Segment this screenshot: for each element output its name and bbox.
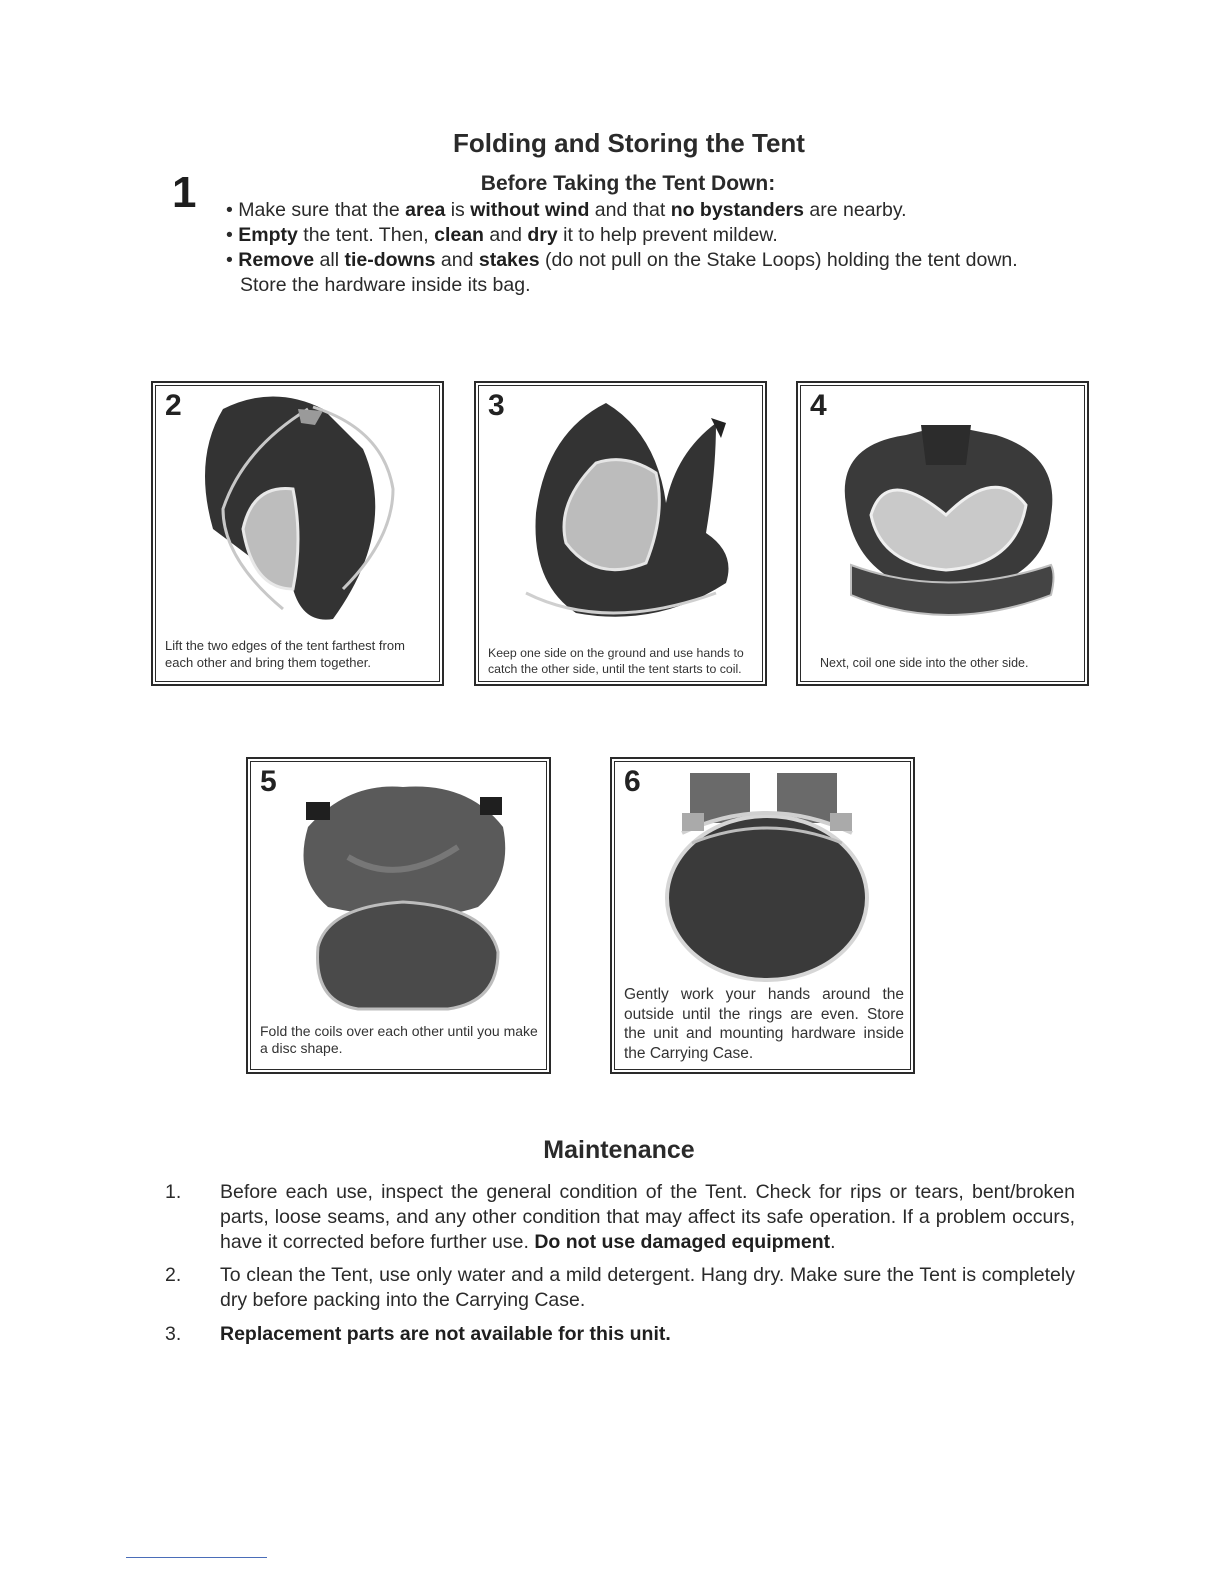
item-1-text: Before each use, inspect the general condition of the Tent. Check for rips or tears, bent/broken parts, loose seams, and any other condition that may affect its safe operation. If a problem occurs, have it corrected before further use. (220, 1181, 1075, 1253)
footer-rule (126, 1557, 267, 1558)
tent-coil-into-side-image (826, 405, 1066, 635)
bullet-3: • Remove all tie-downs and stakes (do not pull on the Stake Loops) holding the tent down. (226, 249, 1018, 271)
step-4-caption: Next, coil one side into the other side. (820, 656, 1029, 670)
item-2-text: To clean the Tent, use only water and a mild detergent. Hang dry. Make sure the Tent is completely dry before packing into the Carrying Case. (220, 1264, 1075, 1311)
step-5-caption: Fold the coils over each other until you make a disc shape. (260, 1023, 538, 1056)
step-4-panel (796, 381, 1089, 686)
step-6-panel (610, 757, 915, 1074)
before-bullets (226, 198, 1096, 298)
step-3-caption: Keep one side on the ground and use hands to catch the other side, until the tent starts to coil. (488, 646, 744, 676)
step-2-number: 2 (165, 389, 182, 422)
step-4-number: 4 (810, 389, 827, 422)
maintenance-item-2 (165, 1263, 1075, 1313)
before-heading: Before Taking the Tent Down: (480, 172, 776, 195)
step-5-panel (246, 757, 551, 1074)
step-3-panel (474, 381, 767, 686)
tent-coil-start-image (516, 393, 736, 633)
item-3-text: Replacement parts are not available for this unit. (220, 1323, 671, 1345)
tent-disc-fold-image (288, 777, 518, 1017)
step-2-caption: Lift the two edges of the tent farthest from each other and bring them together. (165, 638, 405, 670)
bullet-1: • Make sure that the area is without wind and that no bystanders are nearby. (226, 199, 907, 221)
item-2-number: 2. (165, 1264, 182, 1286)
step-2-panel (151, 381, 444, 686)
step-3-number: 3 (488, 389, 505, 422)
bullet-3-continued: Store the hardware inside its bag. (240, 274, 531, 296)
maintenance-item-1: 1. Before each use, inspect the general condition of the Tent. Check for rips or tears, bent/broken parts, loose seams, and any other condition that may affect its safe operation. If a problem occurs, have it corrected before further use. Do not use damaged equipment. (165, 1181, 1075, 1253)
step-6-number: 6 (624, 765, 641, 798)
step-6-caption: Gently work your hands around the outside until the rings are even. Store the unit and mounting hardware inside the Carrying Case. (624, 986, 904, 1062)
step-1-number: 1 (172, 168, 197, 217)
step-5-number: 5 (260, 765, 277, 798)
bullet-2: • Empty the tent. Then, clean and dry it to help prevent mildew. (226, 224, 778, 246)
page-title: Folding and Storing the Tent (453, 128, 805, 158)
tent-store-disc-image (662, 773, 872, 983)
item-3-number: 3. (165, 1323, 182, 1345)
item-1-number: 1. (165, 1181, 182, 1203)
maintenance-heading: Maintenance (543, 1136, 695, 1164)
tent-lift-edges-image (183, 389, 413, 629)
maintenance-item-3 (165, 1322, 1075, 1347)
item-1-warning: Do not use damaged equipment (534, 1231, 831, 1253)
